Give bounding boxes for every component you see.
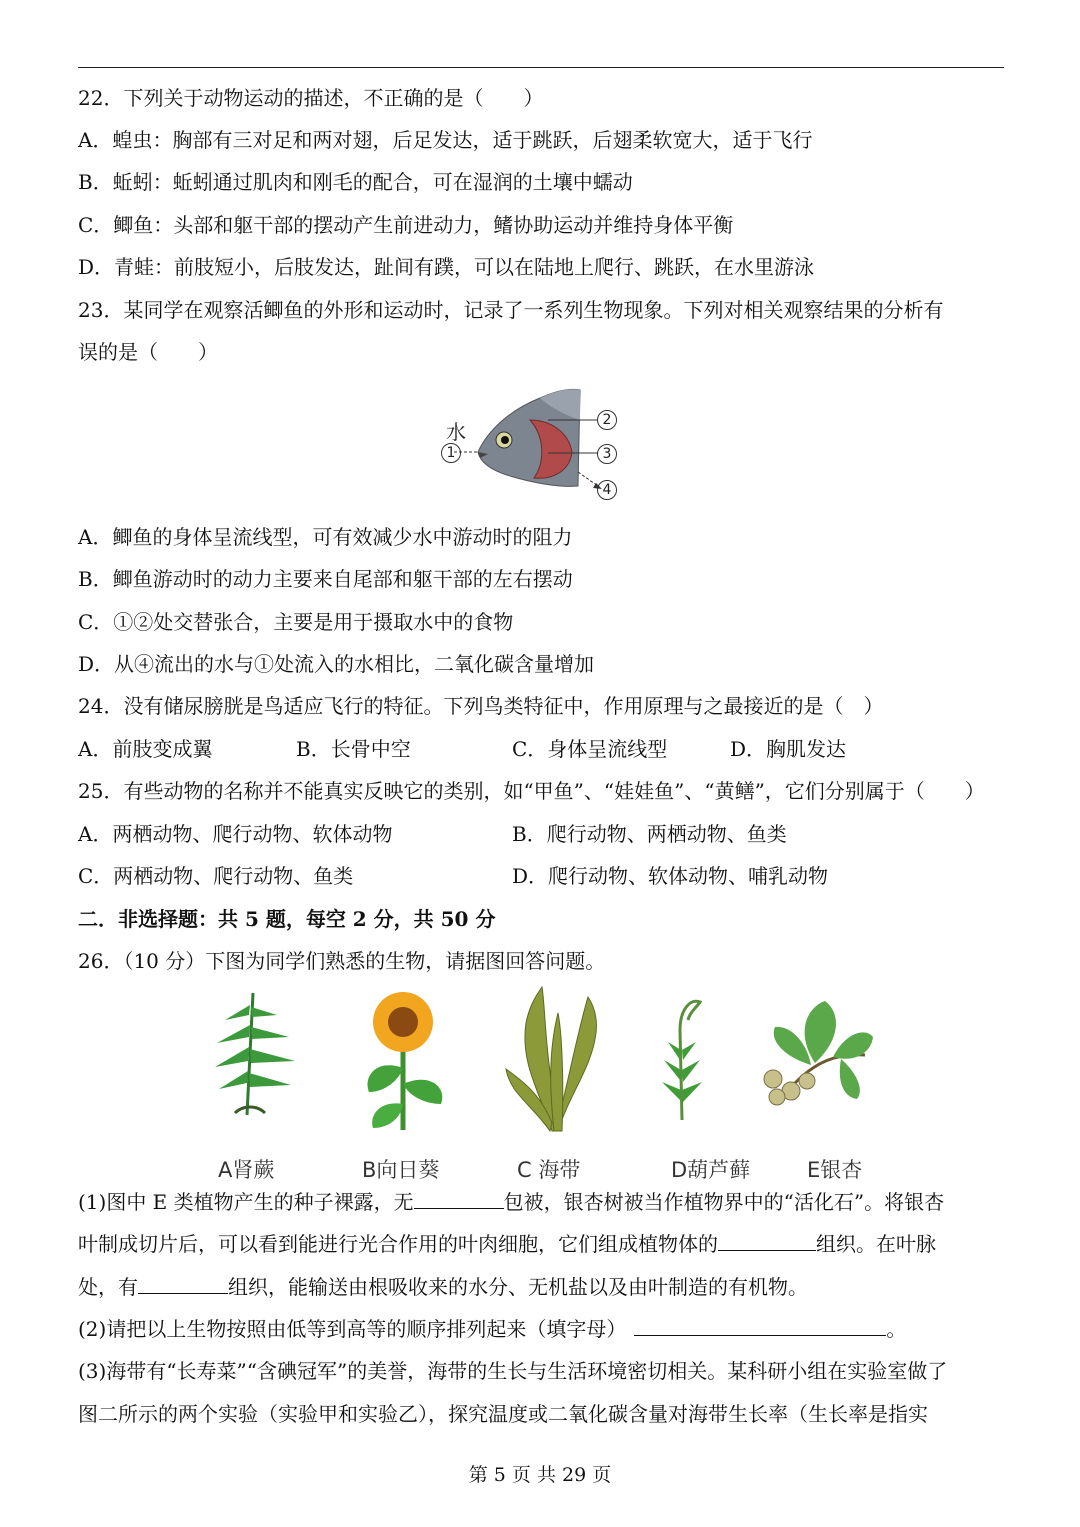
fern-illustration [205,985,315,1125]
q24-option-c: C．身体呈流线型 [512,737,668,761]
q23-option-a: A．鲫鱼的身体呈流线型，可有效减少水中游动时的阻力 [78,525,573,549]
q24-option-b: B．长骨中空 [296,737,411,761]
marker-4: 4 [597,480,617,500]
water-label: 水 [446,420,466,444]
q26-part3-line1: (3)海带有“长寿菜”“含碘冠军”的美誉，海带的生长与生活环境密切相关。某科研小组在实验室做了 [78,1359,948,1383]
q26-stem: 26．（10 分）下图为同学们熟悉的生物，请据图回答问题。 [78,949,606,973]
q24-stem: 24．没有储尿膀胱是鸟适应飞行的特征。下列鸟类特征中，作用原理与之最接近的是（ ） [78,694,884,718]
q23-option-d: D．从④流出的水与①处流入的水相比，二氧化碳含量增加 [78,652,595,676]
q26-part1-text-a: (1)图中 E 类植物产生的种子裸露，无 [78,1190,414,1214]
ginkgo-illustration [755,993,875,1108]
q22-option-b: B．蚯蚓：蚯蚓通过肌肉和刚毛的配合，可在湿润的土壤中蠕动 [78,170,633,194]
moss-illustration [650,990,710,1125]
header-rule [78,67,1004,68]
answer-blank-4[interactable] [634,1315,886,1336]
answer-blank-1[interactable] [414,1188,504,1209]
q26-part3-line2: 图二所示的两个实验（实验甲和实验乙），探究温度或二氧化碳含量对海带生长率（生长率是指实 [78,1402,928,1426]
q23-option-c: C．①②处交替张合，主要是用于摄取水中的食物 [78,610,514,634]
plant-label-a: A肾蕨 [218,1158,275,1182]
q26-part1-text-d: 组织。在叶脉 [816,1232,936,1256]
section-heading: 二．非选择题：共 5 题，每空 2 分，共 50 分 [78,907,496,931]
q26-part1-text-c: 叶制成切片后，可以看到能进行光合作用的叶肉细胞，它们组成植物体的 [78,1232,718,1256]
marker-2: 2 [597,410,617,430]
q22-option-d: D．青蛙：前肢短小，后肢发达，趾间有蹼，可以在陆地上爬行、跳跃，在水里游泳 [78,255,815,279]
q24-option-a: A．前肢变成翼 [78,737,213,761]
q26-part1-text-e: 处，有 [78,1275,138,1299]
q23-option-b: B．鲫鱼游动时的动力主要来自尾部和躯干部的左右摆动 [78,567,573,591]
q22-stem: 22．下列关于动物运动的描述，不正确的是（ ） [78,86,544,110]
q25-option-a: A．两栖动物、爬行动物、软体动物 [78,822,393,846]
sunflower-illustration [355,988,455,1133]
q25-option-c: C．两栖动物、爬行动物、鱼类 [78,864,354,888]
q23-stem-line1: 23．某同学在观察活鲫鱼的外形和运动时，记录了一系列生物现象。下列对相关观察结果的分析有 [78,298,944,322]
q22-option-c: C．鲫鱼：头部和躯干部的摆动产生前进动力，鳍协助运动并维持身体平衡 [78,213,734,237]
q26-part1-line1 [78,1188,944,1216]
plant-label-b: B向日葵 [362,1158,440,1182]
page-footer: 第 5 页 共 29 页 [468,1464,612,1486]
q26-part2-end: 。 [886,1317,907,1341]
q24-option-d: D．胸肌发达 [730,737,847,761]
q25-option-b: B．爬行动物、两栖动物、鱼类 [512,822,787,846]
plant-label-c: C 海带 [517,1158,581,1182]
q25-option-d: D．爬行动物、软体动物、哺乳动物 [512,864,829,888]
q26-part1-line3 [78,1273,808,1301]
q22-option-a: A．蝗虫：胸部有三对足和两对翅，后足发达，适于跳跃，后翅柔软宽大，适于飞行 [78,128,813,152]
plant-label-e: E银杏 [807,1158,863,1182]
plant-label-d: D葫芦藓 [671,1158,751,1182]
q23-stem-line2: 误的是（ ） [78,340,218,364]
q26-part2 [78,1315,906,1343]
marker-1: 1 [441,443,461,463]
kelp-illustration [500,983,610,1133]
q26-part1-text-f: 组织，能输送由根吸收来的水分、无机盐以及由叶制造的有机物。 [228,1275,808,1299]
answer-blank-2[interactable] [718,1230,816,1251]
q25-stem: 25．有些动物的名称并不能真实反映它的类别，如“甲鱼”、“娃娃鱼”、“黄鳝”，它们分别属于（ ） [78,779,985,803]
marker-3: 3 [597,444,617,464]
q26-part2-text: (2)请把以上生物按照由低等到高等的顺序排列起来（填字母） [78,1317,627,1341]
q26-part1-line2 [78,1230,936,1258]
answer-blank-3[interactable] [138,1273,228,1294]
q26-part1-text-b: 包被，银杏树被当作植物界中的“活化石”。将银杏 [503,1190,945,1214]
